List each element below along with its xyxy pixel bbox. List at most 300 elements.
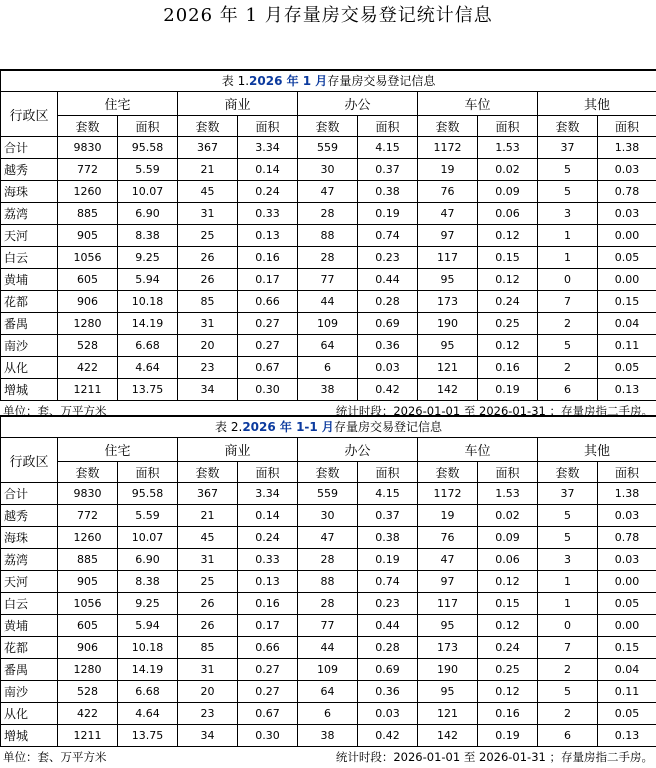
- area-cell: 0.13: [598, 725, 656, 747]
- count-cell: 76: [418, 527, 478, 549]
- count-cell: 1211: [58, 379, 118, 401]
- table-caption: [1, 416, 656, 438]
- count-cell: 367: [178, 137, 238, 159]
- count-cell: 21: [178, 159, 238, 181]
- count-cell: 97: [418, 571, 478, 593]
- count-cell: 47: [298, 527, 358, 549]
- count-cell: 28: [298, 247, 358, 269]
- count-cell: 772: [58, 159, 118, 181]
- table-caption-row: [1, 416, 656, 438]
- area-cell: 0.09: [478, 181, 538, 203]
- table-row: [1, 357, 656, 379]
- area-cell: 0.05: [598, 247, 656, 269]
- area-cell: 8.38: [118, 571, 178, 593]
- count-cell: 2: [538, 357, 598, 379]
- count-cell: 1172: [418, 483, 478, 505]
- area-cell: 0.24: [238, 181, 298, 203]
- area-cell: 0.14: [238, 159, 298, 181]
- table-caption-row: [1, 70, 656, 92]
- area-cell: 0.09: [478, 527, 538, 549]
- category-header: 商业: [178, 438, 298, 462]
- table-row: [1, 725, 656, 747]
- area-cell: 0.14: [238, 505, 298, 527]
- area-cell: 95.58: [118, 483, 178, 505]
- area-cell: 0.13: [238, 571, 298, 593]
- area-cell: 0.74: [358, 225, 418, 247]
- area-header: 面积: [358, 462, 418, 483]
- page-title: 2026 年 1 月存量房交易登记统计信息: [0, 2, 656, 30]
- district-cell: 增城: [1, 725, 58, 747]
- area-cell: 0.16: [238, 247, 298, 269]
- count-cell: 190: [418, 659, 478, 681]
- category-header: 住宅: [58, 438, 178, 462]
- count-cell: 31: [178, 549, 238, 571]
- caption-suffix: 存量房交易登记信息: [327, 74, 435, 88]
- statistics-table: [0, 415, 656, 747]
- area-cell: 0.11: [598, 335, 656, 357]
- area-cell: 0.05: [598, 357, 656, 379]
- area-cell: 0.13: [598, 379, 656, 401]
- period-note: 统计时段：2026-01-01 至 2026-01-31 ；存量房指二手房。: [336, 401, 653, 422]
- count-cell: 559: [298, 137, 358, 159]
- area-cell: 0.16: [478, 703, 538, 725]
- count-cell: 31: [178, 659, 238, 681]
- area-cell: 0.42: [358, 725, 418, 747]
- count-cell: 142: [418, 725, 478, 747]
- count-cell: 45: [178, 527, 238, 549]
- area-header: 面积: [238, 116, 298, 137]
- count-cell: 19: [418, 159, 478, 181]
- area-cell: 0.33: [238, 549, 298, 571]
- area-cell: 13.75: [118, 725, 178, 747]
- area-cell: 4.64: [118, 703, 178, 725]
- count-cell: 6: [538, 725, 598, 747]
- area-cell: 0.24: [478, 637, 538, 659]
- table-row: [1, 291, 656, 313]
- area-cell: 0.03: [598, 159, 656, 181]
- count-cell: 5: [538, 335, 598, 357]
- area-cell: 0.25: [478, 659, 538, 681]
- area-cell: 0.05: [598, 593, 656, 615]
- count-cell: 121: [418, 703, 478, 725]
- count-cell: 44: [298, 291, 358, 313]
- count-cell: 30: [298, 505, 358, 527]
- district-cell: 增城: [1, 379, 58, 401]
- area-cell: 9.25: [118, 247, 178, 269]
- count-cell: 5: [538, 159, 598, 181]
- count-cell: 190: [418, 313, 478, 335]
- district-cell: 天河: [1, 225, 58, 247]
- count-cell: 44: [298, 637, 358, 659]
- count-header: 套数: [418, 116, 478, 137]
- table-block-2: [0, 415, 656, 768]
- table-row: [1, 549, 656, 571]
- area-cell: 0.23: [358, 247, 418, 269]
- count-cell: 1056: [58, 247, 118, 269]
- count-cell: 117: [418, 247, 478, 269]
- table-row: [1, 225, 656, 247]
- category-header: 其他: [538, 438, 656, 462]
- caption-period: 2026 年 1-1 月: [242, 420, 334, 434]
- area-header: 面积: [598, 462, 656, 483]
- count-cell: 88: [298, 571, 358, 593]
- area-cell: 4.15: [358, 137, 418, 159]
- count-cell: 28: [298, 549, 358, 571]
- count-cell: 3: [538, 203, 598, 225]
- district-cell: 合计: [1, 483, 58, 505]
- area-cell: 0.06: [478, 549, 538, 571]
- count-cell: 20: [178, 335, 238, 357]
- count-cell: 47: [298, 181, 358, 203]
- area-cell: 0.06: [478, 203, 538, 225]
- count-cell: 5: [538, 681, 598, 703]
- count-cell: 30: [298, 159, 358, 181]
- area-cell: 0.66: [238, 291, 298, 313]
- area-cell: 0.04: [598, 313, 656, 335]
- area-cell: 0.25: [478, 313, 538, 335]
- area-header: 面积: [478, 116, 538, 137]
- count-cell: 6: [538, 379, 598, 401]
- count-cell: 2: [538, 703, 598, 725]
- count-cell: 38: [298, 725, 358, 747]
- count-cell: 77: [298, 615, 358, 637]
- area-cell: 5.59: [118, 505, 178, 527]
- caption-period: 2026 年 1 月: [249, 74, 327, 88]
- area-cell: 0.24: [478, 291, 538, 313]
- count-cell: 37: [538, 137, 598, 159]
- area-cell: 0.37: [358, 159, 418, 181]
- count-cell: 0: [538, 269, 598, 291]
- area-cell: 0.04: [598, 659, 656, 681]
- table-row: [1, 483, 656, 505]
- count-cell: 26: [178, 593, 238, 615]
- count-cell: 95: [418, 681, 478, 703]
- count-cell: 31: [178, 203, 238, 225]
- table-row: [1, 703, 656, 725]
- table-row: [1, 379, 656, 401]
- count-cell: 9830: [58, 137, 118, 159]
- table-row: [1, 159, 656, 181]
- district-cell: 花都: [1, 637, 58, 659]
- header-row-categories: [1, 92, 656, 116]
- district-cell: 南沙: [1, 335, 58, 357]
- count-cell: 23: [178, 703, 238, 725]
- area-cell: 0.66: [238, 637, 298, 659]
- category-header: 办公: [298, 438, 418, 462]
- area-cell: 4.15: [358, 483, 418, 505]
- area-cell: 0.00: [598, 225, 656, 247]
- area-cell: 0.36: [358, 335, 418, 357]
- count-cell: 2: [538, 313, 598, 335]
- count-cell: 605: [58, 615, 118, 637]
- table-row: [1, 247, 656, 269]
- count-cell: 1172: [418, 137, 478, 159]
- count-cell: 605: [58, 269, 118, 291]
- area-cell: 0.30: [238, 725, 298, 747]
- area-cell: 0.24: [238, 527, 298, 549]
- count-cell: 905: [58, 225, 118, 247]
- count-cell: 95: [418, 269, 478, 291]
- area-cell: 0.30: [238, 379, 298, 401]
- area-cell: 0.03: [598, 203, 656, 225]
- count-cell: 7: [538, 291, 598, 313]
- area-cell: 0.19: [358, 203, 418, 225]
- count-cell: 906: [58, 637, 118, 659]
- area-cell: 0.12: [478, 225, 538, 247]
- count-cell: 2: [538, 659, 598, 681]
- area-cell: 6.68: [118, 335, 178, 357]
- table-row: [1, 269, 656, 291]
- area-cell: 0.28: [358, 637, 418, 659]
- table-row: [1, 313, 656, 335]
- area-cell: 0.12: [478, 571, 538, 593]
- table-block-1: [0, 69, 656, 422]
- area-cell: 0.02: [478, 159, 538, 181]
- area-cell: 95.58: [118, 137, 178, 159]
- area-header: 面积: [118, 462, 178, 483]
- table-caption: [1, 70, 656, 92]
- area-cell: 13.75: [118, 379, 178, 401]
- district-cell: 海珠: [1, 181, 58, 203]
- count-cell: 1: [538, 247, 598, 269]
- area-cell: 0.02: [478, 505, 538, 527]
- area-cell: 0.12: [478, 335, 538, 357]
- area-header: 面积: [478, 462, 538, 483]
- count-cell: 9830: [58, 483, 118, 505]
- count-cell: 77: [298, 269, 358, 291]
- area-cell: 0.23: [358, 593, 418, 615]
- district-cell: 从化: [1, 357, 58, 379]
- area-cell: 0.42: [358, 379, 418, 401]
- count-header: 套数: [298, 462, 358, 483]
- unit-note: 单位：套、万平方米: [3, 747, 107, 768]
- area-cell: 0.67: [238, 703, 298, 725]
- district-cell: 花都: [1, 291, 58, 313]
- area-cell: 0.13: [238, 225, 298, 247]
- count-cell: 0: [538, 615, 598, 637]
- area-cell: 0.19: [478, 725, 538, 747]
- district-cell: 荔湾: [1, 203, 58, 225]
- category-header: 车位: [418, 92, 538, 116]
- count-cell: 38: [298, 379, 358, 401]
- area-cell: 0.12: [478, 269, 538, 291]
- area-cell: 0.74: [358, 571, 418, 593]
- count-cell: 1: [538, 593, 598, 615]
- count-cell: 21: [178, 505, 238, 527]
- count-header: 套数: [58, 116, 118, 137]
- area-cell: 0.19: [478, 379, 538, 401]
- count-cell: 422: [58, 357, 118, 379]
- area-cell: 1.38: [598, 137, 656, 159]
- district-cell: 越秀: [1, 505, 58, 527]
- district-cell: 从化: [1, 703, 58, 725]
- count-cell: 6: [298, 703, 358, 725]
- count-cell: 5: [538, 181, 598, 203]
- area-cell: 10.07: [118, 181, 178, 203]
- area-cell: 5.59: [118, 159, 178, 181]
- category-header: 商业: [178, 92, 298, 116]
- area-cell: 0.00: [598, 615, 656, 637]
- count-cell: 885: [58, 203, 118, 225]
- table-row: [1, 615, 656, 637]
- area-cell: 0.28: [358, 291, 418, 313]
- table-row: [1, 593, 656, 615]
- area-cell: 5.94: [118, 269, 178, 291]
- area-cell: 10.18: [118, 637, 178, 659]
- area-cell: 0.27: [238, 335, 298, 357]
- table-row: [1, 137, 656, 159]
- count-cell: 1: [538, 225, 598, 247]
- category-header: 其他: [538, 92, 656, 116]
- count-cell: 6: [298, 357, 358, 379]
- area-cell: 0.37: [358, 505, 418, 527]
- area-cell: 0.17: [238, 269, 298, 291]
- district-cell: 荔湾: [1, 549, 58, 571]
- count-cell: 367: [178, 483, 238, 505]
- area-cell: 0.03: [358, 703, 418, 725]
- count-cell: 20: [178, 681, 238, 703]
- unit-note: 单位：套、万平方米: [3, 401, 107, 422]
- count-cell: 3: [538, 549, 598, 571]
- category-header: 办公: [298, 92, 418, 116]
- district-header: 行政区: [1, 438, 58, 483]
- area-cell: 0.12: [478, 615, 538, 637]
- count-cell: 26: [178, 269, 238, 291]
- count-cell: 85: [178, 291, 238, 313]
- count-cell: 772: [58, 505, 118, 527]
- table-row: [1, 335, 656, 357]
- area-cell: 1.53: [478, 137, 538, 159]
- count-cell: 173: [418, 637, 478, 659]
- district-cell: 天河: [1, 571, 58, 593]
- district-header: 行政区: [1, 92, 58, 137]
- area-cell: 1.53: [478, 483, 538, 505]
- count-cell: 26: [178, 247, 238, 269]
- count-cell: 5: [538, 527, 598, 549]
- count-cell: 1211: [58, 725, 118, 747]
- area-cell: 3.34: [238, 483, 298, 505]
- table-row: [1, 527, 656, 549]
- count-cell: 5: [538, 505, 598, 527]
- count-cell: 885: [58, 549, 118, 571]
- count-header: 套数: [538, 462, 598, 483]
- area-cell: 14.19: [118, 659, 178, 681]
- count-cell: 19: [418, 505, 478, 527]
- area-header: 面积: [358, 116, 418, 137]
- area-cell: 9.25: [118, 593, 178, 615]
- area-cell: 0.38: [358, 181, 418, 203]
- area-cell: 0.44: [358, 269, 418, 291]
- count-cell: 64: [298, 335, 358, 357]
- count-cell: 121: [418, 357, 478, 379]
- area-cell: 0.05: [598, 703, 656, 725]
- area-cell: 0.03: [598, 505, 656, 527]
- count-cell: 45: [178, 181, 238, 203]
- area-cell: 0.69: [358, 659, 418, 681]
- table-row: [1, 181, 656, 203]
- statistics-table: [0, 69, 656, 401]
- count-cell: 47: [418, 549, 478, 571]
- area-cell: 0.36: [358, 681, 418, 703]
- count-cell: 559: [298, 483, 358, 505]
- district-cell: 番禺: [1, 313, 58, 335]
- count-cell: 47: [418, 203, 478, 225]
- category-header: 车位: [418, 438, 538, 462]
- category-header: 住宅: [58, 92, 178, 116]
- count-cell: 173: [418, 291, 478, 313]
- area-cell: 0.00: [598, 269, 656, 291]
- area-cell: 0.16: [238, 593, 298, 615]
- district-cell: 黄埔: [1, 269, 58, 291]
- count-cell: 905: [58, 571, 118, 593]
- count-cell: 422: [58, 703, 118, 725]
- district-cell: 番禺: [1, 659, 58, 681]
- table-row: [1, 681, 656, 703]
- district-cell: 黄埔: [1, 615, 58, 637]
- count-header: 套数: [58, 462, 118, 483]
- area-cell: 0.78: [598, 527, 656, 549]
- area-cell: 0.19: [358, 549, 418, 571]
- area-header: 面积: [118, 116, 178, 137]
- count-header: 套数: [178, 116, 238, 137]
- count-header: 套数: [418, 462, 478, 483]
- area-cell: 3.34: [238, 137, 298, 159]
- area-cell: 10.18: [118, 291, 178, 313]
- table-row: [1, 203, 656, 225]
- count-cell: 85: [178, 637, 238, 659]
- count-cell: 1260: [58, 181, 118, 203]
- area-cell: 0.16: [478, 357, 538, 379]
- count-cell: 95: [418, 615, 478, 637]
- district-cell: 南沙: [1, 681, 58, 703]
- district-cell: 越秀: [1, 159, 58, 181]
- count-cell: 34: [178, 725, 238, 747]
- area-cell: 6.68: [118, 681, 178, 703]
- table-row: [1, 637, 656, 659]
- count-cell: 1260: [58, 527, 118, 549]
- area-cell: 0.00: [598, 571, 656, 593]
- count-cell: 88: [298, 225, 358, 247]
- count-cell: 28: [298, 203, 358, 225]
- area-cell: 0.44: [358, 615, 418, 637]
- district-cell: 合计: [1, 137, 58, 159]
- count-header: 套数: [178, 462, 238, 483]
- period-note: 统计时段：2026-01-01 至 2026-01-31 ；存量房指二手房。: [336, 747, 653, 768]
- count-cell: 76: [418, 181, 478, 203]
- count-cell: 142: [418, 379, 478, 401]
- district-cell: 白云: [1, 593, 58, 615]
- area-header: 面积: [598, 116, 656, 137]
- count-cell: 906: [58, 291, 118, 313]
- count-cell: 7: [538, 637, 598, 659]
- area-cell: 0.67: [238, 357, 298, 379]
- count-cell: 31: [178, 313, 238, 335]
- count-cell: 528: [58, 335, 118, 357]
- count-cell: 37: [538, 483, 598, 505]
- count-cell: 1280: [58, 313, 118, 335]
- area-cell: 4.64: [118, 357, 178, 379]
- district-cell: 海珠: [1, 527, 58, 549]
- area-cell: 6.90: [118, 203, 178, 225]
- table-row: [1, 571, 656, 593]
- district-cell: 白云: [1, 247, 58, 269]
- area-cell: 0.15: [598, 291, 656, 313]
- caption-suffix: 存量房交易登记信息: [334, 420, 442, 434]
- caption-prefix: 表 1.: [222, 74, 249, 88]
- area-cell: 0.12: [478, 681, 538, 703]
- area-cell: 0.03: [358, 357, 418, 379]
- area-cell: 0.27: [238, 313, 298, 335]
